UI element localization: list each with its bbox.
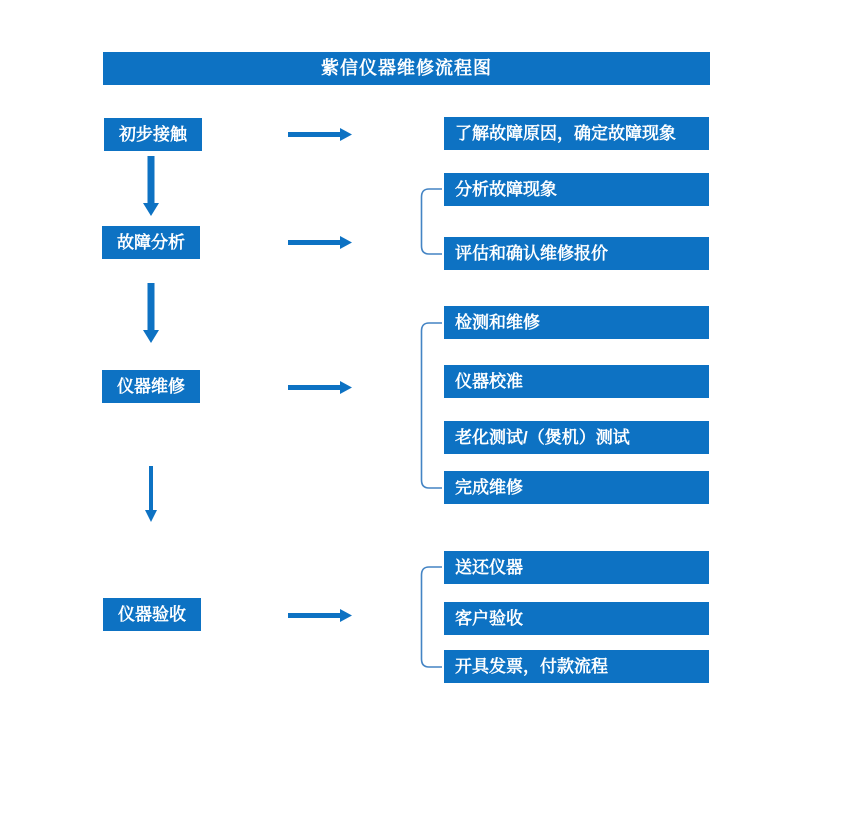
detail-box: 完成维修 bbox=[444, 471, 709, 504]
detail-box: 送还仪器 bbox=[444, 551, 709, 584]
right-arrow-icon bbox=[288, 609, 352, 622]
flowchart-title: 紫信仪器维修流程图 bbox=[103, 52, 710, 85]
detail-box: 开具发票，付款流程 bbox=[444, 650, 709, 683]
down-arrow-icon bbox=[143, 156, 159, 216]
detail-box: 客户验收 bbox=[444, 602, 709, 635]
detail-box: 了解故障原因，确定故障现象 bbox=[444, 117, 709, 150]
detail-box: 老化测试/（煲机）测试 bbox=[444, 421, 709, 454]
down-arrow-icon bbox=[144, 466, 158, 522]
down-arrow-icon bbox=[143, 283, 159, 343]
detail-box: 检测和维修 bbox=[444, 306, 709, 339]
right-arrow-icon bbox=[288, 236, 352, 249]
step-box-initial-contact: 初步接触 bbox=[104, 118, 202, 151]
left-bracket-icon bbox=[420, 188, 442, 255]
detail-box: 仪器校准 bbox=[444, 365, 709, 398]
step-box-instrument-repair: 仪器维修 bbox=[102, 370, 200, 403]
detail-box: 评估和确认维修报价 bbox=[444, 237, 709, 270]
right-arrow-icon bbox=[288, 381, 352, 394]
right-arrow-icon bbox=[288, 128, 352, 141]
left-bracket-icon bbox=[420, 566, 442, 668]
left-bracket-icon bbox=[420, 322, 442, 489]
step-box-instrument-acceptance: 仪器验收 bbox=[103, 598, 201, 631]
step-box-fault-analysis: 故障分析 bbox=[102, 226, 200, 259]
detail-box: 分析故障现象 bbox=[444, 173, 709, 206]
